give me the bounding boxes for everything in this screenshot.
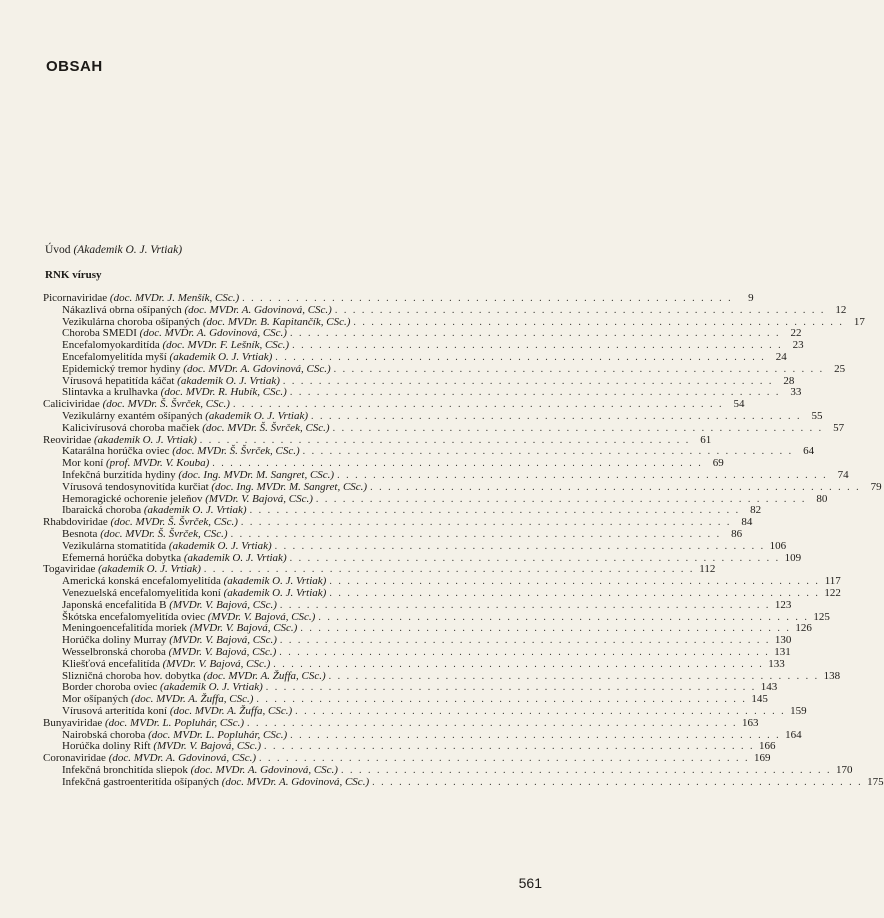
toc-page-number: 125 xyxy=(813,610,830,623)
dot-leader: . . . . . . . . . . . . . . . . . . . . . . . . . . . . . . . . . . . . . . . . . . . . . . . . . . . . . . . xyxy=(199,434,691,446)
toc-page-number: 138 xyxy=(823,669,841,682)
toc-disease-row xyxy=(62,610,830,623)
toc-entry-text xyxy=(62,729,287,741)
toc-page-number: 23 xyxy=(792,339,804,352)
toc-page-number: 69 xyxy=(712,457,724,470)
toc-disease-row xyxy=(62,693,768,706)
toc-entry-text xyxy=(62,327,287,339)
dot-leader: . . . . . . . . . . . . . . . . . . . . . . . . . . . . . . . . . . . . . . . . . . . . . . . . . . . . . . . xyxy=(332,422,824,434)
dot-leader: . . . . . . . . . . . . . . . . . . . . . . . . . . . . . . . . . . . . . . . . . . . . . . . . . . . . . . . xyxy=(300,623,791,635)
dot-leader: . . . . . . . . . . . . . . . . . . . . . . . . . . . . . . . . . . . . . . . . . . . . . . . . . . . . . . . xyxy=(372,776,863,788)
toc-entry-title: Togaviridae xyxy=(43,563,96,576)
toc-disease-row xyxy=(62,657,785,670)
toc-entry-author: (doc. MVDr. A. Gdovinová, CSc.) xyxy=(108,752,257,765)
toc-entry-author: (doc. MVDr. Š. Švrček, CSc.) xyxy=(100,528,228,540)
toc-entry-author: (akademik O. J. Vrtiak) xyxy=(169,351,273,363)
dot-leader: . . . . . . . . . . . . . . . . . . . . . . . . . . . . . . . . . . . . . . . . . . . . . . . . . . . . . . . xyxy=(292,340,783,352)
toc-disease-row xyxy=(62,339,804,352)
toc-family-row xyxy=(43,516,753,529)
toc-entry-author: (akademik O. J. Vrtiak) xyxy=(160,681,263,694)
toc-disease-row xyxy=(62,374,795,387)
toc-entry-title: Japonská encefalitída B xyxy=(62,598,167,611)
toc-entry-title: Kliešťová encefalitída xyxy=(62,657,160,670)
toc-entry-title: Border choroba oviec xyxy=(62,681,158,694)
dot-leader: . . . . . . . . . . . . . . . . . . . . . . . . . . . . . . . . . . . . . . . . . . . . . . . . . . . . . . . xyxy=(315,493,807,505)
toc-entry-author: (MVDr. V. Bajová, CSc.) xyxy=(169,598,277,611)
dot-leader: . . . . . . . . . . . . . . . . . . . . . . . . . . . . . . . . . . . . . . . . . . . . . . . . . . . . . . . xyxy=(279,647,770,658)
dot-leader: . . . . . . . . . . . . . . . . . . . . . . . . . . . . . . . . . . . . . . . . . . . . . . . . . . . . . . . xyxy=(240,517,732,529)
toc-entry-author: (MVDr. V. Bajová, CSc.) xyxy=(189,622,298,635)
toc-page-number: 106 xyxy=(769,539,787,552)
toc-entry-title: Reoviridae xyxy=(43,433,92,446)
toc-entry-title: Infekčná bronchitída sliepok xyxy=(62,764,188,776)
toc-entry-author: (doc. Ing. MVDr. M. Sangret, CSc.) xyxy=(211,480,368,493)
toc-entry-author: (doc. MVDr. L. Popluhár, CSc.) xyxy=(105,716,245,729)
toc-entry-text xyxy=(62,528,228,540)
toc-entry-title: Infekčná burzitída hydiny xyxy=(62,469,176,481)
dot-leader: . . . . . . . . . . . . . . . . . . . . . . . . . . . . . . . . . . . . . . . . . . . . . . . . . . . . . . . xyxy=(242,293,733,304)
toc-entry-text xyxy=(62,351,272,363)
dot-leader: . . . . . . . . . . . . . . . . . . . . . . . . . . . . . . . . . . . . . . . . . . . . . . . . . . . . . . . xyxy=(282,375,774,387)
dot-leader: . . . . . . . . . . . . . . . . . . . . . . . . . . . . . . . . . . . . . . . . . . . . . . . . . . . . . . . xyxy=(265,682,757,694)
dot-leader: . . . . . . . . . . . . . . . . . . . . . . . . . . . . . . . . . . . . . . . . . . . . . . . . . . . . . . . xyxy=(203,564,695,576)
dot-leader: . . . . . . . . . . . . . . . . . . . . . . . . . . . . . . . . . . . . . . . . . . . . . . . . . . . . . . . xyxy=(311,411,802,422)
toc-page-number: 79 xyxy=(870,480,882,493)
toc-entry-author: (doc. MVDr. R. Hubík, CSc.) xyxy=(160,386,287,399)
toc-disease-row xyxy=(62,504,762,517)
toc-family-row xyxy=(43,398,745,411)
dot-leader: . . . . . . . . . . . . . . . . . . . . . . . . . . . . . . . . . . . . . . . . . . . . . . . . . . . . . . . xyxy=(230,529,722,540)
toc-page-number: 131 xyxy=(774,646,791,658)
toc-entry-author: (doc. MVDr. B. Kapitančík, CSc.) xyxy=(202,315,351,328)
toc-entry-author: (akademik O. J. Vrtiak) xyxy=(168,539,272,552)
toc-disease-row xyxy=(62,351,787,363)
toc-entry-text xyxy=(62,764,338,776)
dot-leader: . . . . . . . . . . . . . . . . . . . . . . . . . . . . . . . . . . . . . . . . . . . . . . . . . . . . . . . xyxy=(370,481,861,493)
toc-page-number: 169 xyxy=(754,752,771,765)
dot-leader: . . . . . . . . . . . . . . . . . . . . . . . . . . . . . . . . . . . . . . . . . . . . . . . . . . . . . . . xyxy=(289,387,781,399)
dot-leader: . . . . . . . . . . . . . . . . . . . . . . . . . . . . . . . . . . . . . . . . . . . . . . . . . . . . . . . xyxy=(329,576,820,588)
toc-disease-row xyxy=(62,539,787,552)
toc-disease-row xyxy=(62,705,807,717)
toc-entry-author: (MVDr. V. Bajová, CSc.) xyxy=(207,610,316,623)
toc-entry-title: Meningoencefalitída moriek xyxy=(62,622,187,635)
toc-disease-row xyxy=(62,775,884,788)
toc-entry-author: (doc. Ing. MVDr. M. Sangret, CSc.) xyxy=(178,469,335,481)
toc-entry-text xyxy=(43,434,197,446)
toc-entry-text xyxy=(62,693,253,705)
toc-entry-author: (prof. MVDr. V. Kouba) xyxy=(106,457,210,470)
toc-entry-title: Horúčka doliny Murray xyxy=(62,634,167,647)
toc-entry-title: Coronaviridae xyxy=(43,752,106,765)
toc-page-number: 109 xyxy=(784,551,802,564)
toc-entry-author: (MVDr. V. Bajová, CSc.) xyxy=(169,634,277,647)
toc-page-number: 112 xyxy=(699,563,716,576)
toc-entry-text xyxy=(62,575,326,587)
dot-leader: . . . . . . . . . . . . . . . . . . . . . . . . . . . . . . . . . . . . . . . . . . . . . . . . . . . . . . . xyxy=(275,352,766,363)
toc-entry-title: Caliciviridae xyxy=(43,398,100,411)
toc-entry-title: Ibaraická choroba xyxy=(62,504,142,517)
toc-entry-title: Vezikulárna stomatitída xyxy=(62,539,167,552)
toc-page-number: 22 xyxy=(790,327,802,340)
toc-page-number: 17 xyxy=(853,315,865,328)
toc-disease-row xyxy=(62,445,815,458)
toc-entry-author: (doc. MVDr. A. Gdovinová, CSc.) xyxy=(183,362,331,375)
toc-entry-title: Mor koní xyxy=(62,457,104,470)
dot-leader: . . . . . . . . . . . . . . . . . . . . . . . . . . . . . . . . . . . . . . . . . . . . . . . . . . . . . . . xyxy=(274,540,766,552)
toc-entry-text xyxy=(62,681,263,693)
toc-entry-text xyxy=(62,552,287,564)
toc-entry-text xyxy=(62,540,272,552)
toc-disease-row xyxy=(62,728,802,741)
dot-leader: . . . . . . . . . . . . . . . . . . . . . . . . . . . . . . . . . . . . . . . . . . . . . . . . . . . . . . . xyxy=(334,304,826,316)
dot-leader: . . . . . . . . . . . . . . . . . . . . . . . . . . . . . . . . . . . . . . . . . . . . . . . . . . . . . . . xyxy=(290,729,781,741)
toc-entry-author: (doc. MVDr. A. Žuffa, CSc.) xyxy=(169,705,293,717)
toc-page-number: 80 xyxy=(816,492,828,505)
toc-page-number: 55 xyxy=(811,410,823,422)
dot-leader: . . . . . . . . . . . . . . . . . . . . . . . . . . . . . . . . . . . . . . . . . . . . . . . . . . . . . . . xyxy=(279,635,771,647)
toc-entry-text xyxy=(43,752,256,764)
toc-disease-row xyxy=(62,681,778,694)
toc-entry-title: Nairobská choroba xyxy=(62,728,146,741)
toc-entry-text xyxy=(62,304,332,316)
toc-page-number: 133 xyxy=(768,657,785,670)
toc-disease-row xyxy=(62,551,802,564)
dot-leader: . . . . . . . . . . . . . . . . . . . . . . . . . . . . . . . . . . . . . . . . . . . . . . . . . . . . . . . xyxy=(318,611,809,623)
toc-entry-text xyxy=(62,634,277,646)
toc-entry-title: Picornaviridae xyxy=(43,292,108,304)
section-title: RNK vírusy xyxy=(45,269,102,281)
dot-leader: . . . . . . . . . . . . . . . . . . . . . . . . . . . . . . . . . . . . . . . . . . . . . . . . . . . . . . . xyxy=(232,399,724,411)
toc-entry-title: Venezuelská encefalomyelitída koní xyxy=(62,587,221,599)
toc-entry-author: (doc. MVDr. A. Gdovinová, CSc.) xyxy=(184,303,332,316)
toc-entry-title: Wesselbronská choroba xyxy=(62,646,166,658)
toc-page-number: 24 xyxy=(775,351,787,363)
toc-entry-author: (doc. MVDr. A. Žuffa, CSc.) xyxy=(131,693,254,706)
toc-disease-row xyxy=(62,327,802,340)
toc-entry-title: Mor ošípaných xyxy=(62,693,129,706)
toc-entry-title: Rhabdoviridae xyxy=(43,516,108,529)
toc-page-number: 12 xyxy=(835,303,847,316)
toc-entry-title: Infekčná gastroenteritída ošípaných xyxy=(62,775,219,788)
toc-disease-row xyxy=(62,598,792,611)
toc-entry-text xyxy=(62,493,313,505)
toc-entry-title: Americká konská encefalomyelitída xyxy=(62,575,221,588)
dot-leader: . . . . . . . . . . . . . . . . . . . . . . . . . . . . . . . . . . . . . . . . . . . . . . . . . . . . . . . xyxy=(340,765,832,776)
dot-leader: . . . . . . . . . . . . . . . . . . . . . . . . . . . . . . . . . . . . . . . . . . . . . . . . . . . . . . . xyxy=(302,446,794,458)
dot-leader: . . . . . . . . . . . . . . . . . . . . . . . . . . . . . . . . . . . . . . . . . . . . . . . . . . . . . . . xyxy=(279,599,771,611)
toc-entry-author: (akademik O. J. Vrtiak) xyxy=(183,551,287,564)
toc-disease-row xyxy=(62,457,724,470)
toc-disease-row xyxy=(62,764,853,776)
toc-entry-text xyxy=(62,445,300,457)
toc-entry-title: Efemerná horúčka dobytka xyxy=(62,551,182,564)
dot-leader: . . . . . . . . . . . . . . . . . . . . . . . . . . . . . . . . . . . . . . . . . . . . . . . . . . . . . . . xyxy=(353,316,844,328)
toc-family-row xyxy=(43,292,754,304)
toc-entry-title: Hemoragické ochorenie jeleňov xyxy=(62,492,203,505)
toc-page-number: 166 xyxy=(759,740,776,753)
toc-entry-text xyxy=(43,292,239,304)
toc-entry-author: (akademik O. J. Vrtiak) xyxy=(205,410,308,422)
toc-page-number: 25 xyxy=(834,362,846,375)
dot-leader: . . . . . . . . . . . . . . . . . . . . . . . . . . . . . . . . . . . . . . . . . . . . . . . . . . . . . . . xyxy=(333,363,825,375)
toc-entry-text xyxy=(62,740,261,752)
toc-page-number: 123 xyxy=(774,598,792,611)
toc-page-number: 164 xyxy=(785,728,802,741)
dot-leader: . . . . . . . . . . . . . . . . . . . . . . . . . . . . . . . . . . . . . . . . . . . . . . . . . . . . . . . xyxy=(328,670,820,682)
dot-leader: . . . . . . . . . . . . . . . . . . . . . . . . . . . . . . . . . . . . . . . . . . . . . . . . . . . . . . . xyxy=(212,458,703,470)
toc-entry-title: Slintavka a krulhavka xyxy=(62,386,158,399)
toc-entry-title: Besnota xyxy=(62,528,98,540)
toc-entry-title: Kalicivírusová choroba mačiek xyxy=(62,421,200,434)
toc-entry-text xyxy=(62,316,350,328)
toc-entry-author: (MVDr. V. Bajová, CSc.) xyxy=(205,492,313,505)
intro-author: (Akademik O. J. Vrtiak) xyxy=(73,244,183,256)
toc-family-row xyxy=(43,716,759,729)
toc-entry-title: Vírusová tendosynovitída kurčiat xyxy=(62,480,209,493)
toc-entry-text xyxy=(43,516,238,528)
toc-entry-text xyxy=(62,670,326,682)
toc-disease-row xyxy=(62,622,812,635)
toc-entry-text xyxy=(43,398,230,410)
toc-page-number: 9 xyxy=(748,292,754,304)
toc-page-number: 74 xyxy=(837,469,849,481)
toc-entry-text xyxy=(62,705,292,717)
toc-entry-author: (doc. MVDr. L. Popluhár, CSc.) xyxy=(148,728,288,741)
toc-entry-text xyxy=(62,622,297,634)
toc-family-row xyxy=(43,433,712,446)
toc-entry-text xyxy=(62,469,334,481)
toc-disease-row xyxy=(62,303,847,316)
toc-entry-author: (doc. MVDr. A. Gdovinová, CSc.) xyxy=(221,775,370,788)
toc-entry-title: Vírusová hepatitída káčat xyxy=(62,374,175,387)
dot-leader: . . . . . . . . . . . . . . . . . . . . . . . . . . . . . . . . . . . . . . . . . . . . . . . . . . . . . . . xyxy=(329,588,820,599)
toc-page-number: 126 xyxy=(795,622,812,635)
intro-title: Úvod xyxy=(45,244,71,256)
toc-entry-text xyxy=(62,776,369,788)
toc-entry-text xyxy=(62,481,367,493)
toc-entry-text xyxy=(62,587,326,599)
toc-page-number: 130 xyxy=(774,634,792,647)
toc-entry-title: Bunyaviridae xyxy=(43,716,103,729)
dot-leader: . . . . . . . . . . . . . . . . . . . . . . . . . . . . . . . . . . . . . . . . . . . . . . . . . . . . . . . xyxy=(289,328,781,340)
toc-entry-author: (akademik O. J. Vrtiak) xyxy=(223,587,327,599)
toc-entry-title: Nákazlivá obrna ošípaných xyxy=(62,303,182,316)
toc-entry-text xyxy=(62,457,209,469)
toc-disease-row xyxy=(62,469,849,481)
toc-entry-author: (doc. MVDr. A. Gdovinová, CSc.) xyxy=(190,764,338,776)
toc-entry-text xyxy=(62,646,276,658)
toc-entry-author: (doc. MVDr. J. Menšík, CSc.) xyxy=(109,292,240,304)
toc-entry-text xyxy=(43,717,244,729)
toc-entry-author: (doc. MVDr. A. Žuffa, CSc.) xyxy=(203,669,326,682)
toc-page-number: 175 xyxy=(867,775,884,788)
toc-disease-row xyxy=(62,362,846,375)
toc-entry-title: Škótska encefalomyelitída oviec xyxy=(62,610,205,623)
toc-page-number: 84 xyxy=(741,516,753,529)
page-heading: OBSAH xyxy=(46,58,103,75)
toc-entry-author: (doc. MVDr. Š. Švrček, CSc.) xyxy=(110,516,238,529)
toc-entry-title: Epidemický tremor hydiny xyxy=(62,362,181,375)
toc-page-number: 117 xyxy=(824,575,841,588)
toc-disease-row xyxy=(62,575,841,588)
toc-page-number: 61 xyxy=(700,433,712,446)
toc-entry-author: (akademik O. J. Vrtiak) xyxy=(177,374,280,387)
toc-page-number: 54 xyxy=(733,398,745,411)
page-number: 561 xyxy=(518,875,542,891)
dot-leader: . . . . . . . . . . . . . . . . . . . . . . . . . . . . . . . . . . . . . . . . . . . . . . . . . . . . . . . xyxy=(247,717,738,729)
toc-entry-text xyxy=(62,611,315,623)
dot-leader: . . . . . . . . . . . . . . . . . . . . . . . . . . . . . . . . . . . . . . . . . . . . . . . . . . . . . . . xyxy=(289,552,781,564)
toc-entry-text xyxy=(62,599,277,611)
toc-family-row xyxy=(43,752,771,765)
toc-entry-author: (MVDr. V. Bajová, CSc.) xyxy=(168,646,277,658)
toc-entry-author: (doc. MVDr. Š. Švrček, CSc.) xyxy=(202,421,330,434)
toc-disease-row xyxy=(62,492,828,505)
toc-disease-row xyxy=(62,480,882,493)
toc-entry-author: (doc. MVDr. Š. Švrček, CSc.) xyxy=(172,445,300,458)
toc-disease-row xyxy=(62,528,743,540)
dot-leader: . . . . . . . . . . . . . . . . . . . . . . . . . . . . . . . . . . . . . . . . . . . . . . . . . . . . . . . xyxy=(256,694,747,706)
dot-leader: . . . . . . . . . . . . . . . . . . . . . . . . . . . . . . . . . . . . . . . . . . . . . . . . . . . . . . . xyxy=(264,741,755,753)
toc-entry-title: Horúčka doliny Rift xyxy=(62,740,151,753)
toc-entry-author: (MVDr. V. Bajová, CSc.) xyxy=(162,657,271,670)
dot-leader: . . . . . . . . . . . . . . . . . . . . . . . . . . . . . . . . . . . . . . . . . . . . . . . . . . . . . . . xyxy=(295,706,786,717)
toc-page-number: 28 xyxy=(783,374,795,387)
toc-entry-text xyxy=(62,363,331,375)
toc-entry-text xyxy=(62,504,247,516)
toc-page-number: 122 xyxy=(824,587,841,599)
dot-leader: . . . . . . . . . . . . . . . . . . . . . . . . . . . . . . . . . . . . . . . . . . . . . . . . . . . . . . . xyxy=(259,753,750,765)
toc-entry-author: (akademik O. J. Vrtiak) xyxy=(94,433,197,446)
toc-entry-text xyxy=(62,658,270,670)
toc-entry-title: Slizničná choroba hov. dobytka xyxy=(62,669,201,682)
toc-disease-row xyxy=(62,421,845,434)
toc-disease-row xyxy=(62,669,841,682)
toc-entry-text xyxy=(62,422,330,434)
toc-entry-author: (akademik O. J. Vrtiak) xyxy=(98,563,201,576)
toc-page-number: 145 xyxy=(751,693,768,706)
toc-disease-row xyxy=(62,386,802,399)
toc-entry-title: Vezikulárna choroba ošípaných xyxy=(62,315,201,328)
toc-entry-text xyxy=(62,375,280,387)
toc-entry-title: Vezikulárny exantém ošípaných xyxy=(62,410,203,422)
toc-page-number: 163 xyxy=(742,716,759,729)
dot-leader: . . . . . . . . . . . . . . . . . . . . . . . . . . . . . . . . . . . . . . . . . . . . . . . . . . . . . . . xyxy=(249,505,741,517)
toc-entry-text xyxy=(62,410,308,422)
toc-entry-text xyxy=(62,339,289,351)
toc-disease-row xyxy=(62,740,776,753)
toc-disease-row xyxy=(62,587,841,599)
toc-disease-row xyxy=(62,634,792,647)
toc-entry-title: Choroba SMEDI xyxy=(62,327,137,340)
toc-entry-title: Vírusová arteritída koní xyxy=(62,705,168,717)
toc-disease-row xyxy=(62,315,865,328)
dot-leader: . . . . . . . . . . . . . . . . . . . . . . . . . . . . . . . . . . . . . . . . . . . . . . . . . . . . . . . xyxy=(337,470,828,481)
toc-disease-row xyxy=(62,646,791,658)
toc-entry-author: (MVDr. V. Bajová, CSc.) xyxy=(153,740,262,753)
toc-page-number: 170 xyxy=(835,764,853,776)
toc-entry-author: (akademik O. J. Vrtiak) xyxy=(223,575,327,588)
toc-entry-title: Encefalomyokarditída xyxy=(62,339,160,352)
toc-page-number: 143 xyxy=(760,681,778,694)
intro-entry xyxy=(45,244,545,256)
toc-entry-title: Encefalomyelitída myší xyxy=(62,351,167,363)
toc-page-number: 82 xyxy=(750,504,762,517)
toc-entry-text xyxy=(62,386,287,398)
toc-entry-author: (doc. MVDr. F. Lešník, CSc.) xyxy=(162,339,290,352)
toc-disease-row xyxy=(62,410,823,422)
toc-page-number: 159 xyxy=(790,705,807,717)
dot-leader: . . . . . . . . . . . . . . . . . . . . . . . . . . . . . . . . . . . . . . . . . . . . . . . . . . . . . . . xyxy=(273,658,764,670)
toc-entry-author: (doc. MVDr. Š. Švrček, CSc.) xyxy=(102,398,230,411)
toc-page-number: 33 xyxy=(790,386,802,399)
toc-entry-title: Katarálna horúčka oviec xyxy=(62,445,170,458)
toc-entry-author: (akademik O. J. Vrtiak) xyxy=(143,504,247,517)
toc-entry-text xyxy=(43,563,201,575)
toc-page-number: 57 xyxy=(833,421,845,434)
toc-page-number: 86 xyxy=(731,528,743,540)
toc-page-number: 64 xyxy=(803,445,815,458)
toc-family-row xyxy=(43,563,716,576)
toc-entry-author: (doc. MVDr. A. Gdovinová, CSc.) xyxy=(139,327,287,340)
